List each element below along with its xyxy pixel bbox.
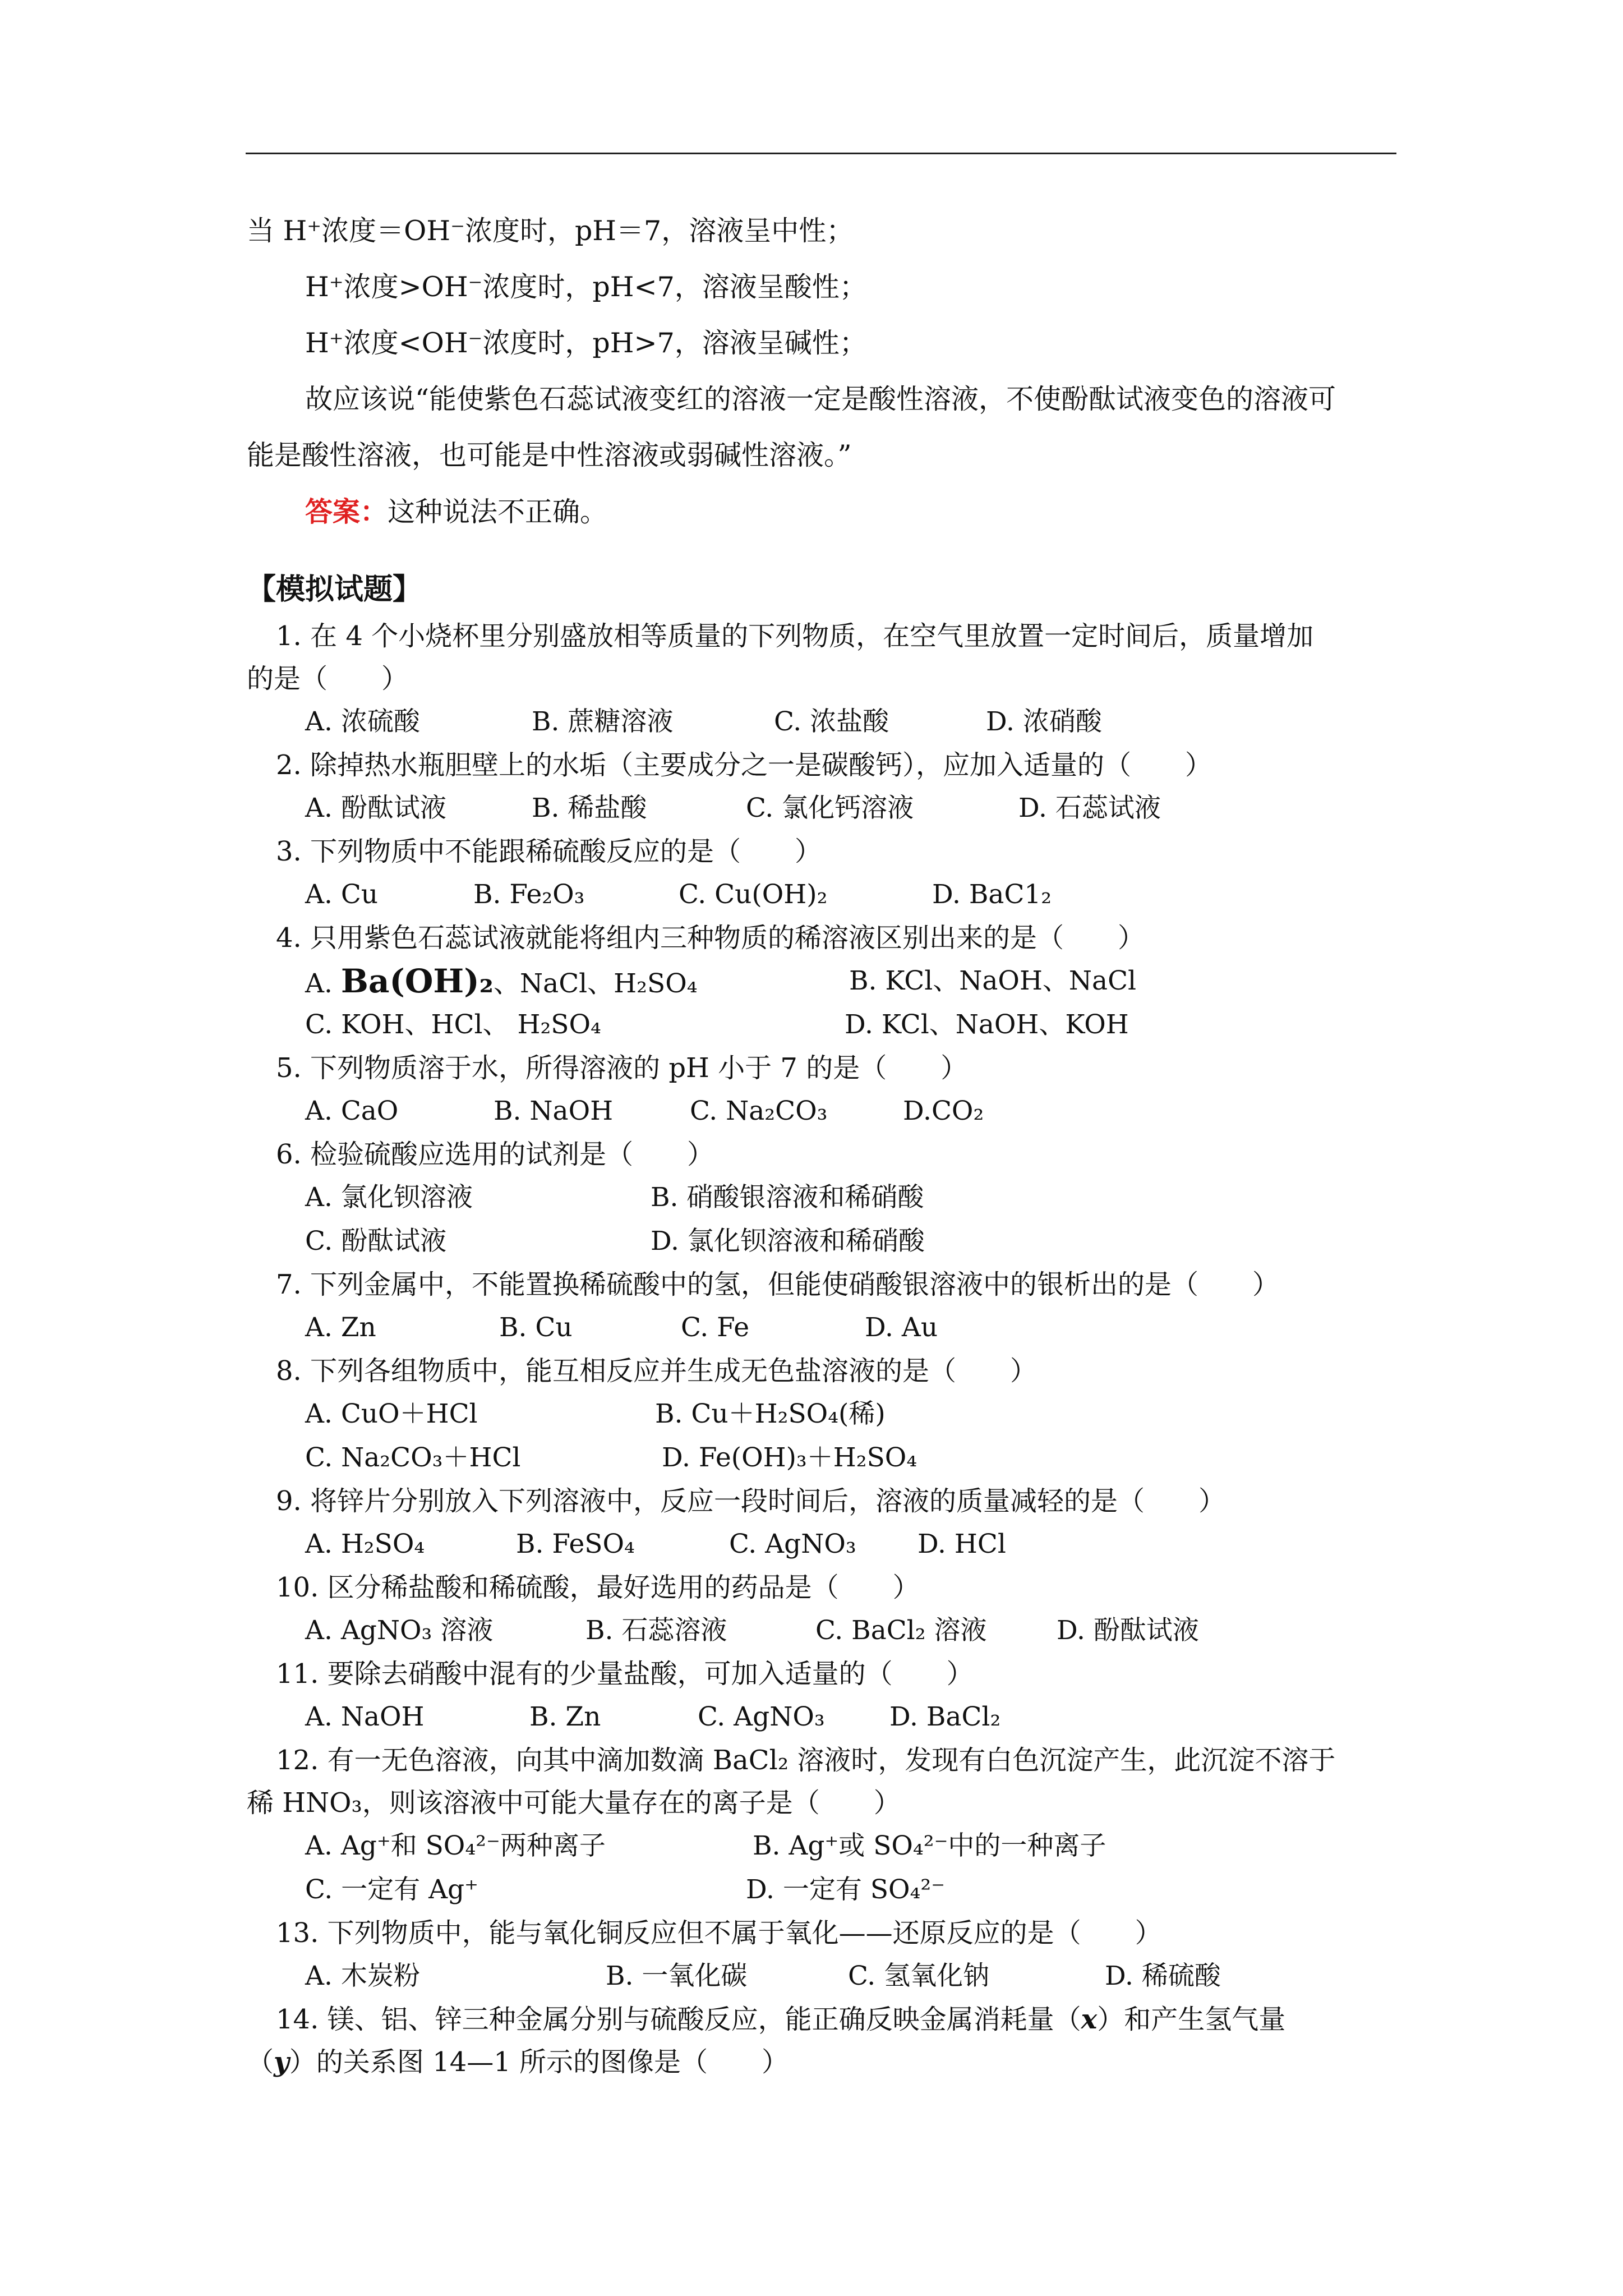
- header-divider: [246, 153, 1396, 154]
- option: A. 木炭粉: [305, 1961, 420, 1991]
- option: C. AgNO₃: [698, 1701, 825, 1732]
- explanation-line: H⁺浓度>OH⁻浓度时，pH<7，溶液呈酸性；: [305, 271, 867, 303]
- variable-x: x: [1081, 2004, 1098, 2035]
- option: D. KCl、NaOH、KOH: [845, 1009, 1129, 1040]
- option: D. Fe(OH)₃＋H₂SO₄: [662, 1442, 917, 1473]
- option-row: [247, 1609, 1402, 1653]
- option: C. 一定有 Ag⁺: [305, 1874, 478, 1905]
- question-stem: 1. 在 4 个小烧杯里分别盛放相等质量的下列物质，在空气里放置一定时间后，质量增加: [276, 620, 1314, 652]
- question-stem: 4. 只用紫色石蕊试液就能将组内三种物质的稀溶液区别出来的是（ ）: [276, 922, 1145, 954]
- stem-text: ）的关系图 14—1 所示的图像是（ ）: [289, 2046, 789, 2078]
- option: D.CO₂: [903, 1096, 984, 1126]
- question-stem: 8. 下列各组物质中，能互相反应并生成无色盐溶液的是（ ）: [276, 1355, 1038, 1387]
- option: A. NaOH: [305, 1701, 425, 1732]
- option: C. Na₂CO₃＋HCl: [305, 1442, 521, 1473]
- question-stem: 2. 除掉热水瓶胆壁上的水垢（主要成分之一是碳酸钙），应加入适量的（ ）: [276, 749, 1212, 781]
- question-stem: 6. 检验硫酸应选用的试剂是（ ）: [276, 1139, 714, 1170]
- option: D. 稀硫酸: [1105, 1961, 1221, 1991]
- question-stem: 10. 区分稀盐酸和稀硫酸，最好选用的药品是（ ）: [276, 1572, 920, 1603]
- option: B. 硝酸银溶液和稀硝酸: [651, 1182, 924, 1213]
- option-row: [247, 1089, 1402, 1133]
- explanation-block: [247, 203, 1402, 540]
- option: D. 一定有 SO₄²⁻: [746, 1874, 946, 1905]
- question-stem-cont: 稀 HNO₃，则该溶液中可能大量存在的离子是（ ）: [247, 1787, 901, 1819]
- option: C. KOH、HCl、 H₂SO₄: [305, 1009, 601, 1040]
- option: A. 氯化钡溶液: [305, 1182, 473, 1213]
- option-row: [247, 1392, 1402, 1436]
- stem-text: 14. 镁、铝、锌三种金属分别与硫酸反应，能正确反映金属消耗量（: [276, 2004, 1081, 2035]
- option: A. Cu: [305, 879, 379, 910]
- option-row: [247, 1306, 1402, 1350]
- option: C. Fe: [681, 1312, 750, 1343]
- question-stem: 3. 下列物质中不能跟稀硫酸反应的是（ ）: [276, 836, 822, 867]
- option: B. 稀盐酸: [532, 793, 647, 823]
- question-stem-cont: [247, 2041, 1402, 2083]
- option: A. 浓硫酸: [305, 706, 420, 737]
- question-stem: 7. 下列金属中，不能置换稀硫酸中的氢，但能使硝酸银溶液中的银析出的是（ ）: [276, 1269, 1280, 1300]
- document-body: [247, 203, 1402, 2083]
- option: C. BaCl₂ 溶液: [815, 1615, 987, 1646]
- option: B. NaOH: [494, 1096, 614, 1126]
- answer-line: [247, 484, 1402, 540]
- question-stem-cont: 的是（ ）: [247, 663, 409, 694]
- answer-label: 答案：: [305, 495, 388, 528]
- question-stem: 12. 有一无色溶液，向其中滴加数滴 BaCl₂ 溶液时，发现有白色沉淀产生，此沉淀不溶于: [276, 1745, 1336, 1776]
- question-stem: 13. 下列物质中，能与氧化铜反应但不属于氧化——还原反应的是（ ）: [276, 1917, 1162, 1949]
- option: C. 氢氧化钠: [848, 1961, 990, 1991]
- option: B. Cu: [499, 1312, 573, 1343]
- variable-y: y: [274, 2046, 289, 2078]
- option: D. 氯化钡溶液和稀硝酸: [651, 1226, 925, 1257]
- question-stem: 11. 要除去硝酸中混有的少量盐酸，可加入适量的（ ）: [276, 1658, 974, 1690]
- option: D. HCl: [917, 1529, 1006, 1559]
- option-row: [247, 1436, 1402, 1480]
- option-row: [247, 1220, 1402, 1263]
- option-rest: 、NaCl、H₂SO₄: [494, 968, 698, 999]
- option: B. 蔗糖溶液: [532, 706, 674, 737]
- question-stem: 9. 将锌片分别放入下列溶液中，反应一段时间后，溶液的质量减轻的是（ ）: [276, 1485, 1226, 1517]
- option-row: [247, 1868, 1402, 1912]
- option: B. Ag⁺或 SO₄²⁻中的一种离子: [753, 1830, 1106, 1861]
- option-row: [247, 1954, 1402, 1998]
- option: C. Cu(OH)₂: [679, 879, 828, 910]
- option: D. 浓硝酸: [986, 706, 1102, 737]
- option-row: [247, 1003, 1402, 1047]
- option-row: [247, 873, 1402, 917]
- option: B. 石蕊溶液: [585, 1615, 727, 1646]
- option: C. 氯化钙溶液: [746, 793, 914, 823]
- option: B. Fe₂O₃: [473, 879, 585, 910]
- explanation-line: 故应该说“能使紫色石蕊试液变红的溶液一定是酸性溶液，不使酚酞试液变色的溶液可: [305, 383, 1336, 415]
- option-row: [247, 1695, 1402, 1739]
- explanation-line: H⁺浓度<OH⁻浓度时，pH>7，溶液呈碱性；: [305, 327, 867, 359]
- section-title: 【模拟试题】: [247, 572, 422, 606]
- option: A. Ag⁺和 SO₄²⁻两种离子: [305, 1830, 606, 1861]
- explanation-line: 能是酸性溶液，也可能是中性溶液或弱碱性溶液。”: [247, 439, 852, 471]
- option: C. AgNO₃: [729, 1529, 856, 1559]
- stem-text: ）和产生氢气量: [1097, 2004, 1286, 2035]
- stem-text: （: [247, 2046, 274, 2078]
- explanation-line: 当 H⁺浓度＝OH⁻浓度时，pH＝7，溶液呈中性；: [247, 215, 854, 247]
- option: A. CaO: [305, 1096, 399, 1126]
- option: B. FeSO₄: [516, 1529, 635, 1559]
- question-stem: [247, 1998, 1402, 2041]
- option: B. Cu＋H₂SO₄(稀): [655, 1398, 886, 1429]
- option: B. KCl、NaOH、NaCl: [849, 965, 1137, 996]
- option-row: [247, 700, 1402, 744]
- option: C. 酚酞试液: [305, 1226, 447, 1257]
- option-row: [247, 1176, 1402, 1220]
- option: A. AgNO₃ 溶液: [305, 1615, 494, 1646]
- option: D. Au: [865, 1312, 938, 1343]
- option-row: [247, 1522, 1402, 1566]
- option-row: [247, 959, 1402, 1003]
- option: A. 酚酞试液: [305, 793, 446, 823]
- option: A. CuO＋HCl: [305, 1398, 478, 1429]
- option: B. Zn: [529, 1701, 601, 1732]
- question-stem: 5. 下列物质溶于水，所得溶液的 pH 小于 7 的是（ ）: [276, 1052, 968, 1084]
- option-row: [247, 1824, 1402, 1868]
- option: B. 一氧化碳: [606, 1961, 748, 1991]
- option-prefix: A.: [305, 968, 341, 999]
- option: C. 浓盐酸: [774, 706, 889, 737]
- option: D. 酚酞试液: [1057, 1615, 1199, 1646]
- answer-text: 这种说法不正确。: [388, 496, 608, 528]
- option: C. Na₂CO₃: [690, 1096, 828, 1126]
- option: D. BaCl₂: [889, 1701, 1001, 1732]
- option: A. Zn: [305, 1312, 376, 1343]
- option: A. H₂SO₄: [305, 1529, 425, 1559]
- option: D. 石蕊试液: [1018, 793, 1161, 823]
- option: [305, 959, 698, 1006]
- option-formula: Ba(OH)₂: [340, 962, 494, 1000]
- option: D. BaC1₂: [932, 879, 1052, 910]
- option-row: [247, 786, 1402, 830]
